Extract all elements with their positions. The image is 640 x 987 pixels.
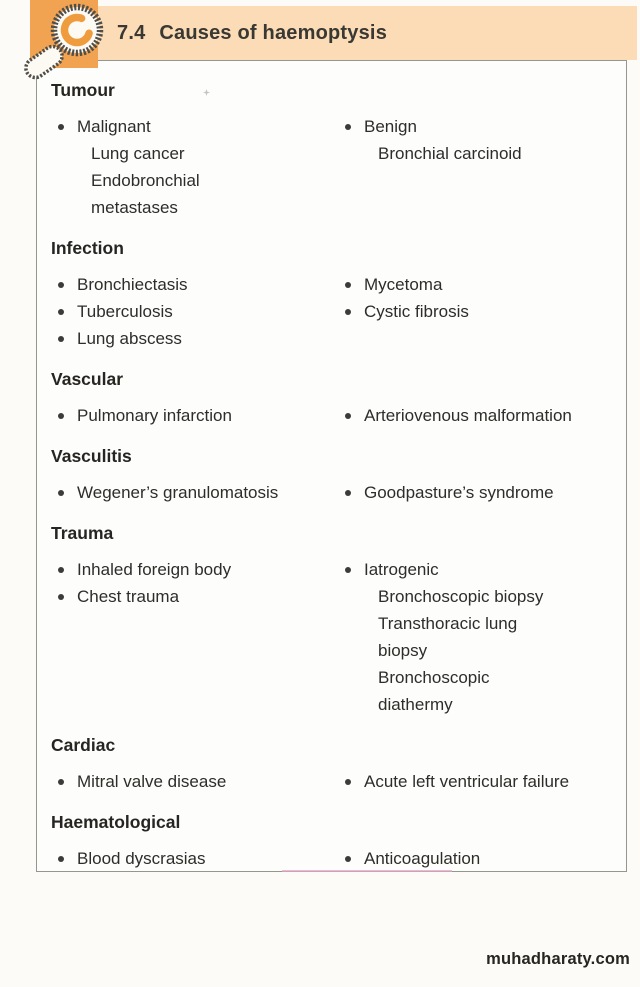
list-item bbox=[51, 325, 338, 352]
section-haematological bbox=[51, 811, 612, 872]
bullet-icon bbox=[58, 336, 64, 342]
page-title bbox=[95, 22, 387, 45]
list-item bbox=[51, 583, 338, 610]
item-label: Iatrogenic bbox=[364, 560, 439, 579]
section-heading: Trauma bbox=[51, 523, 114, 543]
section-number: 7.4 bbox=[117, 21, 146, 44]
list-item bbox=[338, 271, 612, 298]
bullet-cell bbox=[342, 402, 364, 429]
section-columns bbox=[51, 768, 612, 795]
bullet-icon bbox=[345, 413, 351, 419]
sub-item: diathermy bbox=[378, 695, 453, 714]
bullet-icon bbox=[58, 413, 64, 419]
bullet-cell bbox=[55, 583, 77, 610]
list-item bbox=[338, 113, 612, 140]
section-columns bbox=[51, 845, 612, 872]
column-right bbox=[338, 402, 612, 429]
list-item bbox=[338, 556, 612, 583]
list-item bbox=[51, 479, 338, 506]
list-item bbox=[338, 768, 612, 795]
item-label: Cystic fibrosis bbox=[364, 302, 469, 321]
section-trauma bbox=[51, 522, 612, 718]
column-right bbox=[338, 479, 612, 506]
column-left bbox=[51, 271, 338, 352]
sub-item: Transthoracic lung bbox=[378, 614, 518, 633]
bullet-cell bbox=[342, 556, 364, 583]
bullet-icon bbox=[345, 282, 351, 288]
section-heading: Vascular bbox=[51, 369, 123, 389]
bullet-icon bbox=[345, 779, 351, 785]
item-label: Tuberculosis bbox=[77, 302, 173, 321]
item-label: Mycetoma bbox=[364, 275, 443, 294]
scan-artifact-pink bbox=[282, 870, 452, 872]
column-right bbox=[338, 845, 612, 872]
column-right bbox=[338, 556, 612, 718]
bullet-cell bbox=[55, 271, 77, 298]
column-left bbox=[51, 556, 338, 718]
item-label: Mitral valve disease bbox=[77, 772, 227, 791]
bullet-icon bbox=[58, 124, 64, 130]
section-columns bbox=[51, 556, 612, 718]
bullet-cell bbox=[55, 402, 77, 429]
bullet-cell bbox=[55, 556, 77, 583]
bullet-icon bbox=[345, 490, 351, 496]
section-columns bbox=[51, 479, 612, 506]
list-item bbox=[338, 845, 612, 872]
section-columns bbox=[51, 271, 612, 352]
bullet-icon bbox=[58, 309, 64, 315]
item-label: Wegener’s granulomatosis bbox=[77, 483, 279, 502]
column-right bbox=[338, 271, 612, 352]
column-right bbox=[338, 768, 612, 795]
bullet-icon bbox=[58, 856, 64, 862]
item-label: Pulmonary infarction bbox=[77, 406, 232, 425]
section-vasculitis bbox=[51, 445, 612, 506]
section-infection bbox=[51, 237, 612, 352]
title-text: Causes of haemoptysis bbox=[159, 21, 388, 44]
item-label: Bronchiectasis bbox=[77, 275, 188, 294]
list-item bbox=[51, 298, 338, 325]
list-item bbox=[51, 845, 338, 872]
item-label: Chest trauma bbox=[77, 587, 180, 606]
item-label: Goodpasture’s syndrome bbox=[364, 483, 554, 502]
section-heading: Haematological bbox=[51, 812, 181, 832]
bullet-icon bbox=[58, 779, 64, 785]
bullet-cell bbox=[342, 271, 364, 298]
sub-item: Bronchial carcinoid bbox=[378, 144, 522, 163]
column-left bbox=[51, 113, 338, 221]
section-heading: Infection bbox=[51, 238, 124, 258]
bullet-icon bbox=[345, 124, 351, 130]
item-label: Lung abscess bbox=[77, 329, 182, 348]
bullet-icon bbox=[58, 490, 64, 496]
bullet-cell bbox=[55, 479, 77, 506]
sub-item: Bronchoscopic biopsy bbox=[378, 587, 544, 606]
section-columns bbox=[51, 402, 612, 429]
section-cardiac bbox=[51, 734, 612, 795]
section-heading: Vasculitis bbox=[51, 446, 132, 466]
bullet-cell bbox=[342, 113, 364, 140]
bullet-cell bbox=[342, 479, 364, 506]
sub-item: Bronchoscopic bbox=[378, 668, 490, 687]
section-columns bbox=[51, 113, 612, 221]
section-heading: Tumour bbox=[51, 80, 115, 100]
item-label: Anticoagulation bbox=[364, 849, 481, 868]
list-item bbox=[338, 479, 612, 506]
list-item bbox=[51, 113, 338, 140]
section-tumour bbox=[51, 79, 612, 221]
item-label: Arteriovenous malformation bbox=[364, 406, 572, 425]
column-right bbox=[338, 113, 612, 221]
magnifier-icon bbox=[14, 0, 126, 108]
bullet-cell bbox=[342, 845, 364, 872]
list-item bbox=[51, 556, 338, 583]
bullet-icon bbox=[345, 567, 351, 573]
column-left bbox=[51, 402, 338, 429]
bullet-icon bbox=[58, 594, 64, 600]
bullet-cell bbox=[342, 298, 364, 325]
sub-item: Lung cancer bbox=[91, 144, 185, 163]
item-label: Benign bbox=[364, 117, 417, 136]
bullet-cell bbox=[55, 325, 77, 352]
sub-item: metastases bbox=[91, 198, 178, 217]
column-left bbox=[51, 479, 338, 506]
sections bbox=[51, 79, 612, 872]
section-vascular bbox=[51, 368, 612, 429]
watermark: muhadharaty.com bbox=[486, 950, 630, 968]
list-item bbox=[51, 402, 338, 429]
bullet-cell bbox=[55, 845, 77, 872]
item-label: Inhaled foreign body bbox=[77, 560, 232, 579]
bullet-icon bbox=[58, 567, 64, 573]
section-heading: Cardiac bbox=[51, 735, 116, 755]
column-left bbox=[51, 768, 338, 795]
header-band bbox=[95, 6, 637, 60]
bullet-cell bbox=[55, 298, 77, 325]
sub-item: Endobronchial bbox=[91, 171, 200, 190]
bullet-icon bbox=[345, 856, 351, 862]
sub-item: biopsy bbox=[378, 641, 428, 660]
list-item bbox=[51, 768, 338, 795]
bullet-icon bbox=[58, 282, 64, 288]
column-left bbox=[51, 845, 338, 872]
bullet-cell bbox=[342, 768, 364, 795]
list-item bbox=[51, 271, 338, 298]
bullet-cell bbox=[55, 768, 77, 795]
causes-table bbox=[36, 60, 627, 872]
bullet-icon bbox=[345, 309, 351, 315]
list-item bbox=[338, 402, 612, 429]
list-item bbox=[338, 298, 612, 325]
item-label: Blood dyscrasias bbox=[77, 849, 206, 868]
item-label: Malignant bbox=[77, 117, 151, 136]
item-label: Acute left ventricular failure bbox=[364, 772, 570, 791]
bullet-cell bbox=[55, 113, 77, 140]
